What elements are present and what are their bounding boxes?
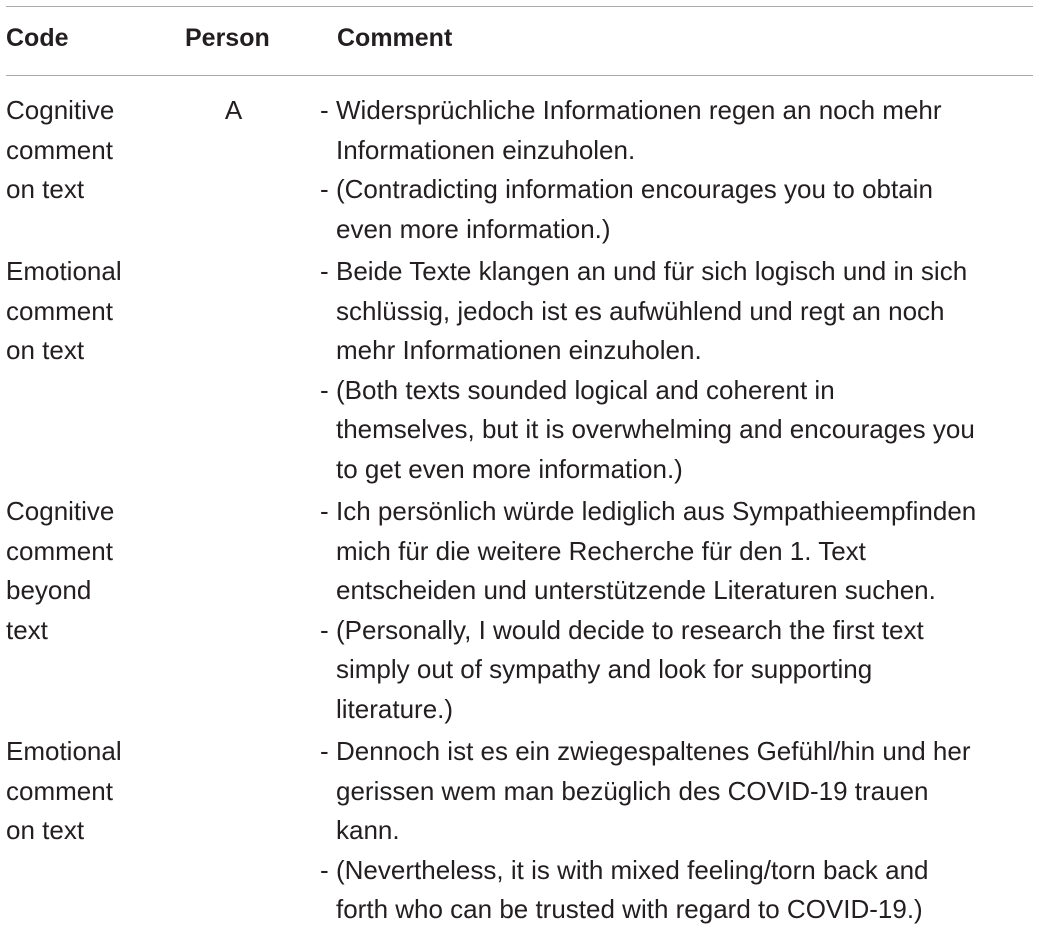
code-line: Cognitive [6, 95, 115, 125]
comment-line: (Contradicting information encourages you to obtain [336, 174, 933, 204]
comment-item [317, 732, 1039, 851]
header-person: Person [185, 24, 270, 52]
code-line: Emotional [6, 256, 122, 286]
code-cell [0, 492, 150, 650]
comment-line: Widersprüchliche Informationen regen an noch mehr [336, 95, 942, 125]
code-line: comment [6, 775, 113, 806]
bullet-dash: - [320, 174, 329, 204]
table-row [0, 91, 1039, 249]
comment-line: mehr Informationen einzuholen. [336, 335, 702, 365]
comment-line: to get even more information.) [336, 453, 683, 484]
bullet-dash: - [320, 95, 329, 125]
bullet-dash: - [320, 496, 329, 526]
comment-line: gerissen wem man bezüglich des COVID-19 trauen [336, 775, 929, 806]
comment-cell [317, 492, 1039, 729]
comment-line: literature.) [336, 693, 454, 724]
comment-item [317, 492, 1039, 611]
comment-cell [317, 252, 1039, 489]
code-line: text [6, 614, 48, 645]
bullet-dash: - [320, 736, 329, 766]
comment-item [317, 851, 1039, 930]
comment-item [317, 170, 1039, 249]
comment-cell [317, 732, 1039, 930]
table-row [0, 492, 1039, 729]
comment-line: Informationen einzuholen. [336, 134, 636, 165]
header-comment: Comment [337, 24, 453, 52]
comment-line: (Nevertheless, it is with mixed feeling/torn back and [336, 854, 929, 885]
table-top-rule [6, 6, 1033, 7]
comment-line: mich für die weitere Recherche für den 1. Text [336, 535, 866, 566]
bullet-dash: - [320, 854, 329, 885]
comment-line: simply out of sympathy and look for supporting [336, 654, 873, 684]
comment-line: even more information.) [336, 213, 611, 244]
code-line: Emotional [6, 736, 122, 766]
table-row [0, 732, 1039, 930]
code-line: beyond [6, 575, 92, 605]
comment-line: entscheiden und unterstützende Literaturen suchen. [336, 575, 936, 605]
code-line: Cognitive [6, 496, 115, 526]
comment-item [317, 371, 1039, 490]
code-line: on text [6, 335, 85, 365]
code-line: on text [6, 815, 85, 845]
code-cell [0, 732, 150, 851]
table-row [0, 252, 1039, 489]
table-header [0, 24, 1039, 64]
comment-line: kann. [336, 815, 400, 845]
comment-line: themselves, but it is overwhelming and encourages you [336, 414, 975, 444]
code-cell [0, 252, 150, 371]
comment-item [317, 91, 1039, 170]
comment-line: schlüssig, jedoch ist es aufwühlend und regt an noch [336, 295, 945, 326]
comment-line: Beide Texte klangen an und für sich logisch und in sich [336, 256, 968, 286]
comment-item [317, 252, 1039, 371]
header-code: Code [6, 24, 69, 52]
comment-line: (Both texts sounded logical and coherent in [336, 374, 835, 405]
code-line: comment [6, 295, 113, 326]
code-line: comment [6, 134, 113, 165]
code-cell [0, 91, 150, 210]
bullet-dash: - [320, 614, 329, 645]
comment-line: (Personally, I would decide to research the first text [336, 614, 924, 645]
bullet-dash: - [320, 256, 329, 286]
comment-line: forth who can be trusted with regard to COVID-19.) [336, 894, 923, 924]
comment-line: Dennoch ist es ein zwiegespaltenes Gefühl/hin und her [336, 736, 971, 766]
code-line: comment [6, 535, 113, 566]
comment-item [317, 611, 1039, 730]
code-line: on text [6, 174, 85, 204]
person-cell: A [224, 95, 243, 125]
table-header-rule [6, 75, 1033, 76]
table-body [0, 91, 1039, 933]
comment-line: Ich persönlich würde lediglich aus Sympathieempfinden [336, 496, 977, 526]
comment-cell [317, 91, 1039, 249]
bullet-dash: - [320, 374, 329, 405]
